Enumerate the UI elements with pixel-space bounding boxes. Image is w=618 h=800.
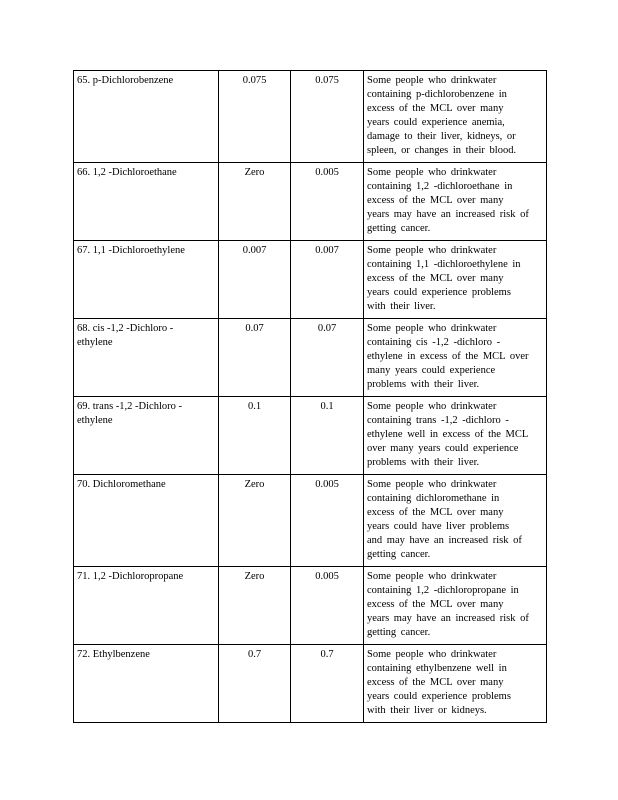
health-effect-line: years could experience problems xyxy=(367,691,511,702)
health-effect-line: excess of the MCL over many xyxy=(367,195,504,206)
mcl-value: 0.005 xyxy=(315,571,339,582)
health-effect-line: Some people who drinkwater xyxy=(367,323,497,334)
health-effect-cell xyxy=(364,475,547,567)
health-effect-line: containing 1,2 -dichloropropane in xyxy=(367,585,519,596)
health-effect-line: Some people who drinkwater xyxy=(367,649,497,660)
mcl-cell xyxy=(291,645,364,723)
contaminant-name-cell xyxy=(74,567,219,645)
health-effect-line: excess of the MCL over many xyxy=(367,103,504,114)
health-effect-line: getting cancer. xyxy=(367,549,431,560)
health-effect-line: getting cancer. xyxy=(367,223,431,234)
mcl-cell xyxy=(291,475,364,567)
mclg-cell xyxy=(219,567,291,645)
health-effect-line: problems with their liver. xyxy=(367,457,480,468)
health-effect-line: containing cis -1,2 -dichloro - xyxy=(367,337,501,348)
health-effect-line: and may have an increased risk of xyxy=(367,535,522,546)
mcl-value: 0.005 xyxy=(315,479,339,490)
mcl-cell xyxy=(291,163,364,241)
health-effect-line: excess of the MCL over many xyxy=(367,677,504,688)
table-row xyxy=(74,645,547,723)
health-effect-line: spleen, or changes in their blood. xyxy=(367,145,517,156)
mclg-cell xyxy=(219,319,291,397)
health-effect-line: years could have liver problems xyxy=(367,521,510,532)
contaminant-name-cell xyxy=(74,475,219,567)
mclg-value: 0.1 xyxy=(247,401,262,412)
mcl-value: 0.007 xyxy=(315,245,339,256)
mclg-cell xyxy=(219,397,291,475)
health-effect-line: with their liver or kidneys. xyxy=(367,705,487,716)
contaminant-name: 66. 1,2 -Dichloroethane xyxy=(77,167,177,178)
health-effect-cell xyxy=(364,163,547,241)
mcl-value: 0.1 xyxy=(320,401,334,412)
health-effect-line: containing ethylbenzene well in xyxy=(367,663,507,674)
health-effect-line: Some people who drinkwater xyxy=(367,571,497,582)
table-row xyxy=(74,397,547,475)
health-effect-cell xyxy=(364,241,547,319)
health-effect-line: with their liver. xyxy=(367,301,436,312)
contaminant-name-cell xyxy=(74,645,219,723)
table-row xyxy=(74,319,547,397)
mcl-cell xyxy=(291,397,364,475)
contaminant-name: 70. Dichloromethane xyxy=(77,479,166,490)
mclg-value: Zero xyxy=(244,571,265,582)
mcl-cell xyxy=(291,71,364,163)
contaminant-name: 69. trans -1,2 -Dichloro - ethylene xyxy=(77,401,182,426)
health-effect-line: years could experience problems xyxy=(367,287,511,298)
mcl-cell xyxy=(291,567,364,645)
contaminant-name-cell xyxy=(74,397,219,475)
mclg-cell xyxy=(219,475,291,567)
health-effect-line: excess of the MCL over many xyxy=(367,273,504,284)
table-row xyxy=(74,71,547,163)
health-effect-line: excess of the MCL over many xyxy=(367,599,504,610)
health-effect-cell xyxy=(364,567,547,645)
health-effect-line: damage to their liver, kidneys, or xyxy=(367,131,516,142)
health-effect-line: many years could experience xyxy=(367,365,496,376)
mclg-cell xyxy=(219,71,291,163)
contaminant-name: 65. p-Dichlorobenzene xyxy=(77,75,174,86)
health-effect-line: containing dichloromethane in xyxy=(367,493,500,504)
health-effect-line: years may have an increased risk of xyxy=(367,613,529,624)
mclg-cell xyxy=(219,241,291,319)
health-effect-line: containing 1,1 -dichloroethylene in xyxy=(367,259,521,270)
contaminant-name: 71. 1,2 -Dichloropropane xyxy=(77,571,184,582)
health-effect-line: Some people who drinkwater xyxy=(367,167,497,178)
health-effect-line: ethylene well in excess of the MCL xyxy=(367,429,529,440)
mcl-value: 0.07 xyxy=(317,323,337,334)
mclg-value: 0.7 xyxy=(247,649,262,660)
health-effect-cell xyxy=(364,319,547,397)
table-row xyxy=(74,567,547,645)
health-effect-line: excess of the MCL over many xyxy=(367,507,504,518)
health-effect-cell xyxy=(364,71,547,163)
mclg-cell xyxy=(219,163,291,241)
health-effect-cell xyxy=(364,645,547,723)
mcl-value: 0.005 xyxy=(315,167,339,178)
health-effect-line: Some people who drinkwater xyxy=(367,479,497,490)
health-effect-line: years may have an increased risk of xyxy=(367,209,529,220)
mclg-value: Zero xyxy=(244,167,265,178)
mclg-value: 0.007 xyxy=(242,245,267,256)
health-effect-line: problems with their liver. xyxy=(367,379,480,390)
contaminant-name: 67. 1,1 -Dichloroethylene xyxy=(77,245,185,256)
health-effect-line: getting cancer. xyxy=(367,627,431,638)
contaminant-name-cell xyxy=(74,163,219,241)
health-effect-line: over many years could experience xyxy=(367,443,519,454)
table-body xyxy=(74,71,547,723)
health-effect-line: Some people who drinkwater xyxy=(367,245,497,256)
health-effect-line: containing trans -1,2 -dichloro - xyxy=(367,415,509,426)
mcl-value: 0.075 xyxy=(315,75,339,86)
contaminant-name: 68. cis -1,2 -Dichloro - ethylene xyxy=(77,323,174,348)
mcl-value: 0.7 xyxy=(320,649,334,660)
health-effect-line: years could experience anemia, xyxy=(367,117,505,128)
health-effect-cell xyxy=(364,397,547,475)
health-effect-line: Some people who drinkwater xyxy=(367,401,497,412)
mclg-value: 0.07 xyxy=(245,323,264,334)
health-effect-line: ethylene in excess of the MCL over xyxy=(367,351,529,362)
mclg-value: 0.075 xyxy=(242,75,267,86)
contaminant-name: 72. Ethylbenzene xyxy=(77,649,150,660)
table-row xyxy=(74,163,547,241)
table-row xyxy=(74,241,547,319)
contaminant-name-cell xyxy=(74,319,219,397)
mclg-cell xyxy=(219,645,291,723)
table-row xyxy=(74,475,547,567)
health-effect-line: Some people who drinkwater xyxy=(367,75,497,86)
mcl-cell xyxy=(291,319,364,397)
health-effect-line: containing p-dichlorobenzene in xyxy=(367,89,507,100)
mcl-cell xyxy=(291,241,364,319)
contaminant-name-cell xyxy=(74,241,219,319)
health-effect-line: containing 1,2 -dichloroethane in xyxy=(367,181,513,192)
mclg-value: Zero xyxy=(244,479,265,490)
contaminant-name-cell xyxy=(74,71,219,163)
contaminant-table xyxy=(73,70,547,723)
